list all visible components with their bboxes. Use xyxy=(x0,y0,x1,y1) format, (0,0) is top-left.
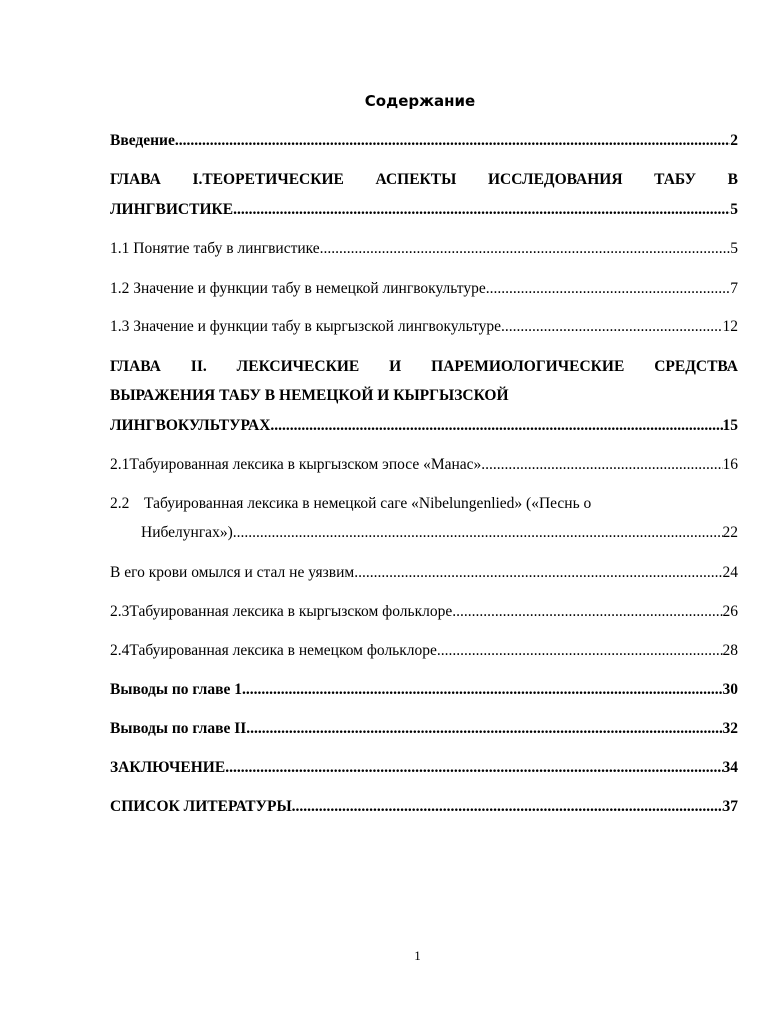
toc-page-number: 22 xyxy=(722,524,738,541)
toc-page-number: 5 xyxy=(730,240,738,257)
page-number: 1 xyxy=(414,948,421,963)
toc-title: Содержание xyxy=(364,92,476,110)
toc-page-number: 12 xyxy=(722,318,738,335)
dot-leader xyxy=(225,757,722,779)
toc-entry-conclusions-2 xyxy=(110,718,738,740)
dot-leader xyxy=(354,562,722,584)
toc-entry-number: 2.2 xyxy=(110,495,130,512)
toc-entry-text: СПИСОК ЛИТЕРАТУРЫ xyxy=(110,798,292,815)
toc-entry-2-3 xyxy=(110,601,738,623)
dot-leader xyxy=(292,796,723,818)
toc-page-number: 16 xyxy=(722,456,738,473)
dot-leader xyxy=(233,522,723,544)
toc-entry-1-2 xyxy=(110,278,738,300)
toc-entry-2-2 xyxy=(110,522,738,544)
toc-entry-text: Табуированная лексика в немецком фольклоре xyxy=(129,642,437,659)
toc-entry-text: Табуированная лексика в немецкой саге «Nibelungenlied» («Песнь о xyxy=(144,495,592,512)
toc-page-number: 24 xyxy=(722,564,738,581)
toc-entry-text: 1.2 Значение и функции табу в немецкой лингвокультуре xyxy=(110,280,486,297)
toc-entry-text: ЗАКЛЮЧЕНИЕ xyxy=(110,759,226,776)
dot-leader xyxy=(233,199,730,221)
toc-entry-chapter-2-line2: ВЫРАЖЕНИЯ ТАБУ В НЕМЕЦКОЙ И КЫРГЫЗСКОЙ xyxy=(110,387,509,404)
toc-entry-text: Табуированная лексика в кыргызском фольклоре xyxy=(129,603,453,620)
toc-page-number: 15 xyxy=(722,417,738,434)
toc-entry-1-3 xyxy=(110,316,738,338)
toc-entry-chapter-1 xyxy=(110,199,738,221)
toc-page-number: 30 xyxy=(722,681,738,698)
toc-page-number: 26 xyxy=(722,603,738,620)
toc-entry-text: 1.3 Значение и функции табу в кыргызской лингвокультуре xyxy=(110,318,502,335)
toc-entry-text: ЛИНГВИСТИКЕ xyxy=(110,201,234,218)
toc-entry-bibliography xyxy=(110,796,738,818)
toc-page-number: 7 xyxy=(730,280,738,297)
toc-entry-quote xyxy=(110,562,738,584)
toc-entry-text: Табуированная лексика в кыргызском эпосе «Манас» xyxy=(129,456,482,473)
toc-entry-chapter-1-line1: ГЛАВА I.ТЕОРЕТИЧЕСКИЕ АСПЕКТЫ ИССЛЕДОВАНИЯ ТАБУ В xyxy=(110,171,738,188)
toc-entry-chapter-2-line1: ГЛАВА II. ЛЕКСИЧЕСКИЕ И ПАРЕМИОЛОГИЧЕСКИЕ СРЕДСТВА xyxy=(110,358,738,375)
dot-leader xyxy=(437,640,723,662)
toc-entry-text: В его крови омылся и стал не уязвим xyxy=(110,564,355,581)
toc-entry-chapter-2 xyxy=(110,415,738,437)
toc-page-number: 37 xyxy=(722,798,738,815)
toc-entry-text: 1.1 Понятие табу в лингвистике xyxy=(110,240,320,257)
toc-entry-text: Нибелунгах») xyxy=(141,524,233,541)
toc-entry-1-1 xyxy=(110,238,738,260)
toc-entry-introduction xyxy=(110,130,738,152)
toc-page-number: 28 xyxy=(722,642,738,659)
toc-entry-number: 2.3 xyxy=(110,603,130,620)
dot-leader xyxy=(481,454,722,476)
toc-entry-2-4 xyxy=(110,640,738,662)
toc-entry-number: 2.4 xyxy=(110,642,130,659)
dot-leader xyxy=(486,278,731,300)
toc-entry-text: Введение xyxy=(110,132,175,149)
dot-leader xyxy=(175,130,730,152)
dot-leader xyxy=(246,718,722,740)
dot-leader xyxy=(320,238,731,260)
toc-page-number: 34 xyxy=(722,759,738,776)
dot-leader xyxy=(501,316,722,338)
dot-leader xyxy=(452,601,722,623)
toc-entry-number: 2.1 xyxy=(110,456,130,473)
toc-entry-2-1 xyxy=(110,454,738,476)
toc-page-number: 5 xyxy=(730,201,738,218)
toc-entry-text: Выводы по главе II xyxy=(110,720,247,737)
toc-page-number: 32 xyxy=(722,720,738,737)
toc-entry-2-2-line1 xyxy=(110,493,738,515)
toc-entry-text: Выводы по главе 1 xyxy=(110,681,242,698)
toc-entry-conclusion xyxy=(110,757,738,779)
toc-entry-conclusions-1 xyxy=(110,679,738,701)
toc-entry-text: ЛИНГВОКУЛЬТУРАХ xyxy=(110,417,271,434)
dot-leader xyxy=(270,415,722,437)
toc-page-number: 2 xyxy=(730,132,738,149)
dot-leader xyxy=(242,679,723,701)
